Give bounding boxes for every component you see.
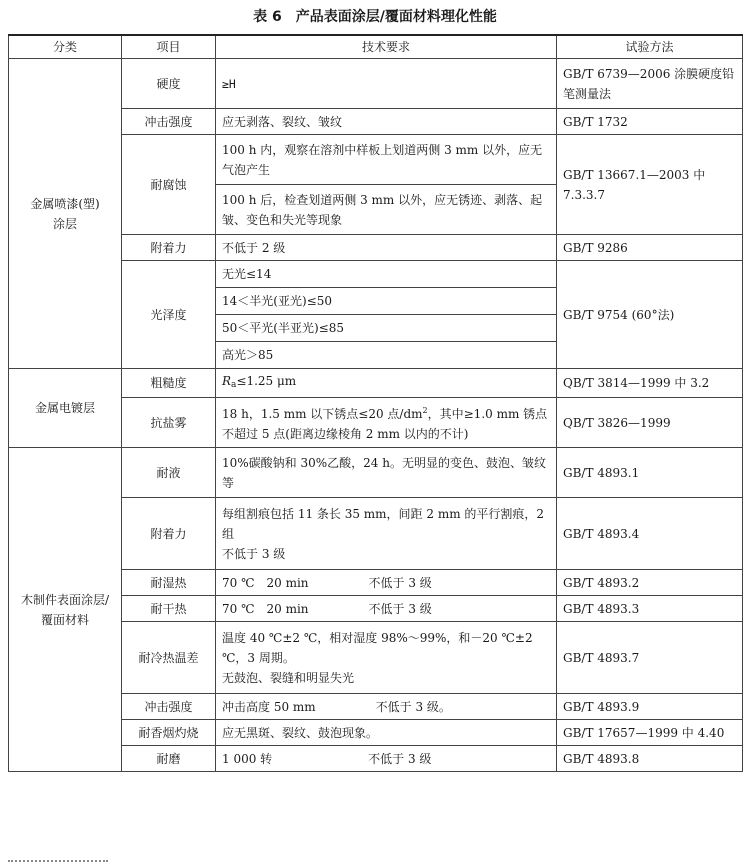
method-cell: GB/T 4893.2: [557, 570, 743, 596]
requirement-cell: [216, 570, 557, 596]
condition-text: 冲击高度 50 mm: [222, 699, 316, 714]
requirement-cell: 应无剥落、裂纹、皱纹: [216, 109, 557, 135]
requirement-cell: 高光＞85: [216, 342, 557, 369]
requirement-cell: 50＜平光(半亚光)≤85: [216, 315, 557, 342]
condition-text: 70 ℃ 20 min: [222, 601, 309, 616]
item-cell: 附着力: [122, 498, 216, 570]
condition-text: 1 000 转: [222, 751, 273, 766]
grade-text: 不低于 3 级: [368, 575, 432, 590]
item-cell: 耐腐蚀: [122, 135, 216, 235]
grade-text: 不低于 3 级: [368, 751, 432, 766]
item-cell: 冲击强度: [122, 109, 216, 135]
roughness-value: ≤1.25 μm: [236, 374, 297, 388]
category-cell: 木制件表面涂层/ 覆面材料: [9, 448, 122, 772]
method-cell: GB/T 4893.3: [557, 596, 743, 622]
table-title: 表 6 产品表面涂层/覆面材料理化性能: [253, 9, 497, 25]
footnote-divider: [8, 860, 108, 868]
method-cell: GB/T 4893.4: [557, 498, 743, 570]
category-cell: 金属喷漆(塑) 涂层: [9, 59, 122, 369]
item-cell: 耐磨: [122, 746, 216, 772]
method-cell: GB/T 4893.9: [557, 694, 743, 720]
table-row: [9, 369, 743, 398]
table-row: [9, 59, 743, 109]
requirement-cell: 10%碳酸钠和 30%乙酸，24 h。无明显的变色、鼓泡、皱纹等: [216, 448, 557, 498]
requirement-cell: 100 h 内，观察在溶剂中样板上划道两侧 3 mm 以外，应无气泡产生: [216, 135, 557, 185]
requirement-cell: [216, 746, 557, 772]
roughness-subscript: a: [231, 380, 237, 390]
requirement-cell: 100 h 后，检查划道两侧 3 mm 以外，应无锈迹、剥落、起皱、变色和失光等现象: [216, 185, 557, 235]
header-requirement: 技术要求: [216, 35, 557, 59]
method-cell: QB/T 3814—1999 中 3.2: [557, 369, 743, 398]
method-cell: GB/T 13667.1—2003 中 7.3.3.7: [557, 135, 743, 235]
salt-spray-text-a: 18 h，1.5 mm 以下锈点≤20 点/dm: [222, 407, 423, 421]
header-category: 分类: [9, 35, 122, 59]
item-cell: 耐香烟灼烧: [122, 720, 216, 746]
salt-spray-text-b: ，其中≥1.0 mm 锈点不超过 5 点(距离边缘棱角 2 mm 以内的不计): [222, 407, 548, 441]
header-item: 项目: [122, 35, 216, 59]
thermal-cycle-text: 温度 40 ℃±2 ℃，相对湿度 98%～99%，和－20 ℃±2 ℃，3 周期。: [222, 630, 533, 665]
requirement-cell: 14＜半光(亚光)≤50: [216, 288, 557, 315]
item-cell: 耐干热: [122, 596, 216, 622]
condition-text: 70 ℃ 20 min: [222, 575, 309, 590]
item-cell: 耐液: [122, 448, 216, 498]
method-cell: GB/T 4893.7: [557, 622, 743, 694]
item-cell: 抗盐雾: [122, 398, 216, 448]
header-method: 试验方法: [557, 35, 743, 59]
properties-table: [8, 34, 743, 772]
item-cell: 硬度: [122, 59, 216, 109]
item-cell: 耐湿热: [122, 570, 216, 596]
roughness-symbol: R: [222, 374, 232, 388]
method-cell: QB/T 3826—1999: [557, 398, 743, 448]
requirement-cell: 不低于 2 级: [216, 235, 557, 261]
item-cell: 冲击强度: [122, 694, 216, 720]
requirement-cell: [216, 694, 557, 720]
requirement-cell: [216, 369, 557, 398]
table-row: [9, 448, 743, 498]
item-cell: 耐冷热温差: [122, 622, 216, 694]
category-cell: 金属电镀层: [9, 369, 122, 448]
method-cell: GB/T 1732: [557, 109, 743, 135]
requirement-cell: 无光≤14: [216, 261, 557, 288]
requirement-cell: ≥H: [216, 59, 557, 109]
requirement-cell: [216, 498, 557, 570]
requirement-cell: 应无黑斑、裂纹、鼓泡现象。: [216, 720, 557, 746]
adhesion-grade-text: 不低于 3 级: [222, 546, 286, 561]
header-row: [9, 35, 743, 59]
item-cell: 光泽度: [122, 261, 216, 369]
adhesion-method-text: 每组割痕包括 11 条长 35 mm，间距 2 mm 的平行割痕，2 组: [222, 506, 545, 541]
method-cell: GB/T 6739—2006 涂膜硬度铅笔测量法: [557, 59, 743, 109]
item-cell: 粗糙度: [122, 369, 216, 398]
requirement-cell: [216, 398, 557, 448]
method-cell: GB/T 9286: [557, 235, 743, 261]
thermal-result-text: 无鼓泡、裂缝和明显失光: [222, 670, 355, 685]
requirement-cell: [216, 622, 557, 694]
requirement-cell: [216, 596, 557, 622]
method-cell: GB/T 4893.1: [557, 448, 743, 498]
method-cell: GB/T 4893.8: [557, 746, 743, 772]
item-cell: 附着力: [122, 235, 216, 261]
method-cell: GB/T 9754 (60°法): [557, 261, 743, 369]
method-cell: GB/T 17657—1999 中 4.40: [557, 720, 743, 746]
salt-spray-superscript: 2: [422, 406, 428, 415]
grade-text: 不低于 3 级。: [375, 699, 451, 714]
grade-text: 不低于 3 级: [368, 601, 432, 616]
